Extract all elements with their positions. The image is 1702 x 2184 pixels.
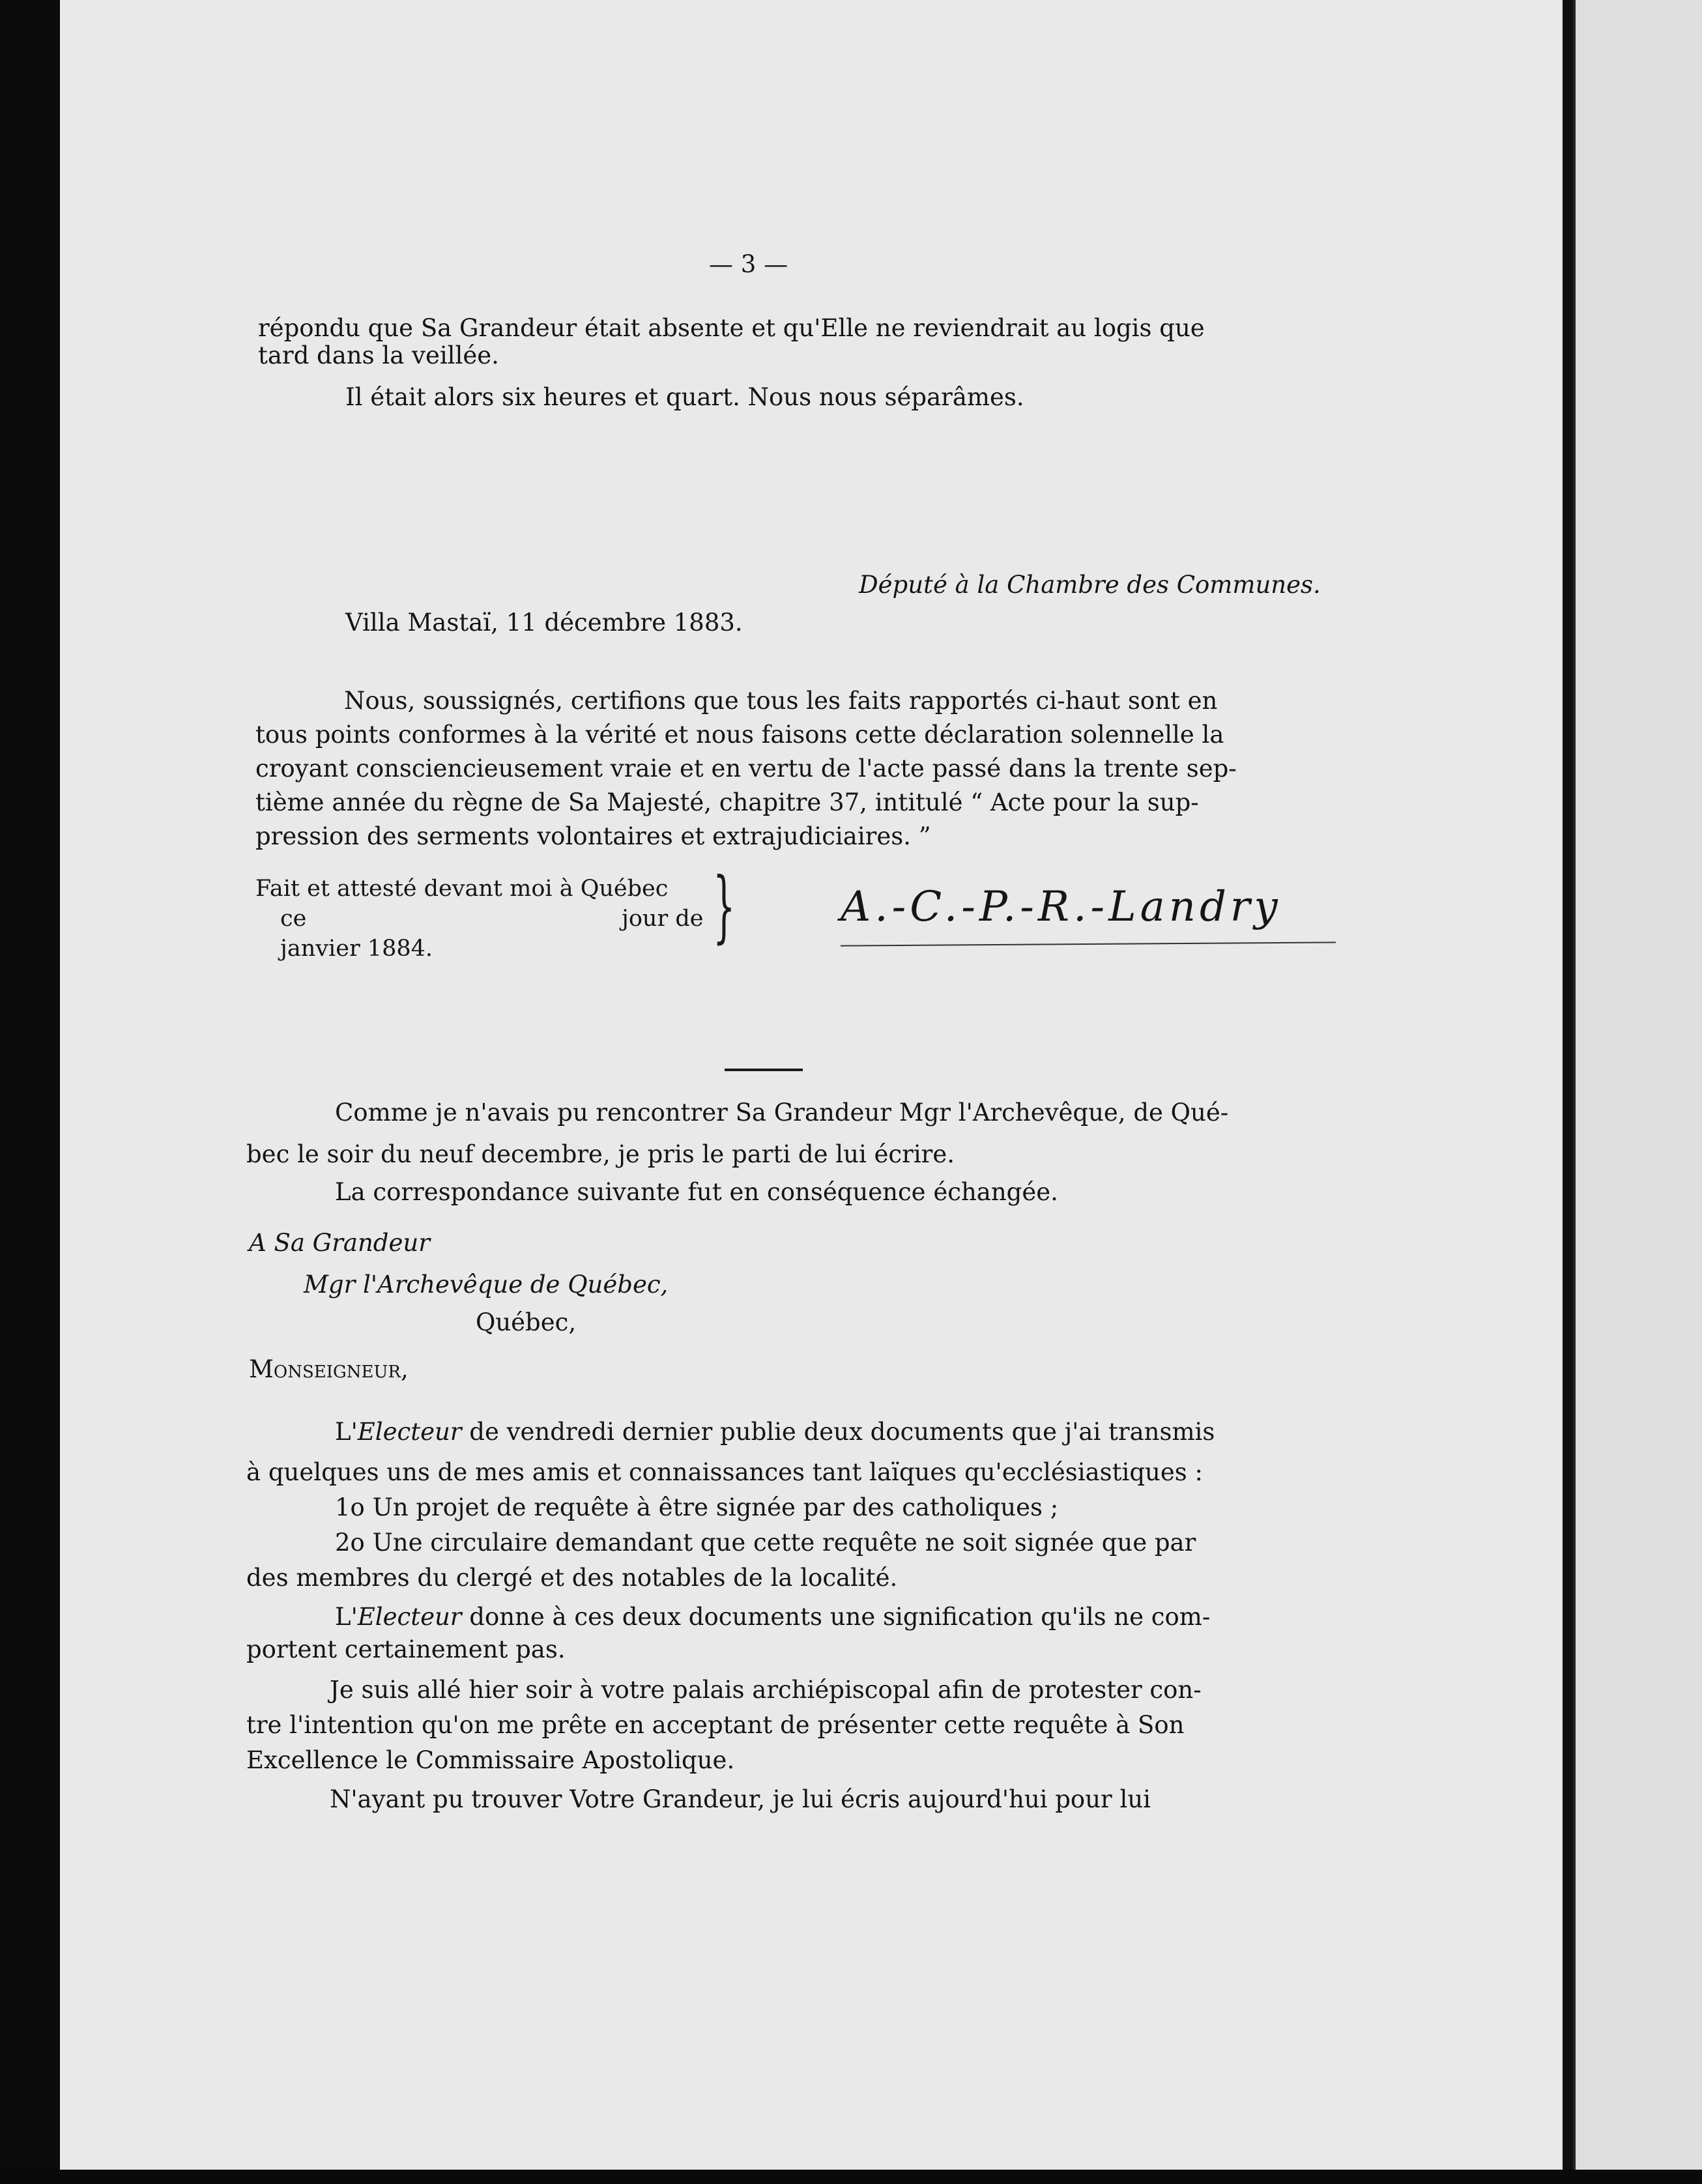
- salutation: Monseigneur,: [249, 1355, 409, 1383]
- attestation-line-1: Fait et attesté devant moi à Québec: [255, 876, 669, 902]
- paragraph2-line-3: La correspondance suivante fut en conséquence échangée.: [335, 1178, 1058, 1206]
- attestation-ce: ce: [280, 906, 307, 932]
- letter-item-1: 1o Un projet de requête à être signée par des catholiques ;: [335, 1493, 1059, 1521]
- declaration-line-4: tième année du règne de Sa Majesté, chapitre 37, intitulé “ Acte pour la sup-: [255, 788, 1199, 816]
- attestation-jour-de: jour de: [622, 906, 704, 932]
- page-number: — 3 —: [709, 250, 788, 278]
- letter-p1-line-1: [335, 1415, 1271, 1449]
- address-line-2: Mgr l'Archevêque de Québec,: [304, 1271, 669, 1299]
- declaration-line-1: Nous, soussignés, certifions que tous les faits rapportés ci-haut sont en: [344, 687, 1218, 715]
- letter-p1-line-2: à quelques uns de mes amis et connaissances tant laïques qu'ecclésiastiques :: [246, 1458, 1203, 1486]
- letter-p3-line-1: Je suis allé hier soir à votre palais archiépiscopal afin de protester con-: [330, 1676, 1202, 1704]
- newspaper-name: Electeur: [357, 1418, 462, 1446]
- newspaper-name-2: Electeur: [357, 1603, 462, 1631]
- attestation-line-3: janvier 1884.: [280, 936, 433, 962]
- declaration-line-5: pression des serments volontaires et extrajudiciaires. ”: [255, 822, 931, 850]
- letter-p2-prefix: L': [335, 1603, 358, 1631]
- letter-p2-rest: donne à ces deux documents une signification qu'ils ne com-: [461, 1603, 1211, 1631]
- letter-p4-line-1: N'ayant pu trouver Votre Grandeur, je lui écris aujourd'hui pour lui: [330, 1785, 1151, 1813]
- letter-item-2-line-2: des membres du clergé et des notables de la localité.: [246, 1564, 898, 1592]
- declaration-line-3: croyant consciencieusement vraie et en vertu de l'acte passé dans la trente sep-: [255, 754, 1237, 783]
- page-fold-shadow: [1563, 0, 1573, 2170]
- address-line-1: A Sa Grandeur: [249, 1229, 430, 1257]
- opening-line-2: tard dans la veillée.: [258, 341, 499, 369]
- letter-p2-line-2: portent certainement pas.: [246, 1635, 566, 1663]
- letter-item-2-line-1: 2o Une circulaire demandant que cette requête ne soit signée que par: [335, 1529, 1196, 1557]
- adjacent-page-strip: [1573, 0, 1702, 2170]
- deputy-title: Député à la Chambre des Communes.: [859, 571, 1321, 599]
- place-date: Villa Mastaï, 11 décembre 1883.: [345, 609, 743, 637]
- letter-p3-line-3: Excellence le Commissaire Apostolique.: [246, 1746, 735, 1774]
- letter-p2-line-1: [335, 1600, 1210, 1634]
- opening-line-1: répondu que Sa Grandeur était absente et qu'Elle ne reviendrait au logis que: [258, 314, 1205, 342]
- letter-p1-rest: de vendredi dernier publie deux documents que j'ai transmis: [461, 1418, 1215, 1446]
- opening-line-3: Il était alors six heures et quart. Nous nous séparâmes.: [345, 383, 1024, 411]
- letter-p3-line-2: tre l'intention qu'on me prête en acceptant de présenter cette requête à Son: [246, 1711, 1185, 1739]
- scan-left-edge: [0, 0, 65, 2184]
- curly-brace: }: [713, 861, 736, 952]
- letter-p1-prefix: L': [335, 1418, 358, 1446]
- handwritten-signature: A.-C.-P.-R.-Landry: [841, 883, 1282, 931]
- scan-bottom-edge: [0, 2170, 1702, 2184]
- address-line-3: Québec,: [476, 1308, 577, 1336]
- declaration-line-2: tous points conformes à la vérité et nous faisons cette déclaration solennelle la: [255, 721, 1224, 749]
- paragraph2-line-1: Comme je n'avais pu rencontrer Sa Grandeur Mgr l'Archevêque, de Qué-: [335, 1099, 1229, 1127]
- section-separator-rule: [725, 1069, 803, 1071]
- paragraph2-line-2: bec le soir du neuf decembre, je pris le parti de lui écrire.: [246, 1140, 955, 1168]
